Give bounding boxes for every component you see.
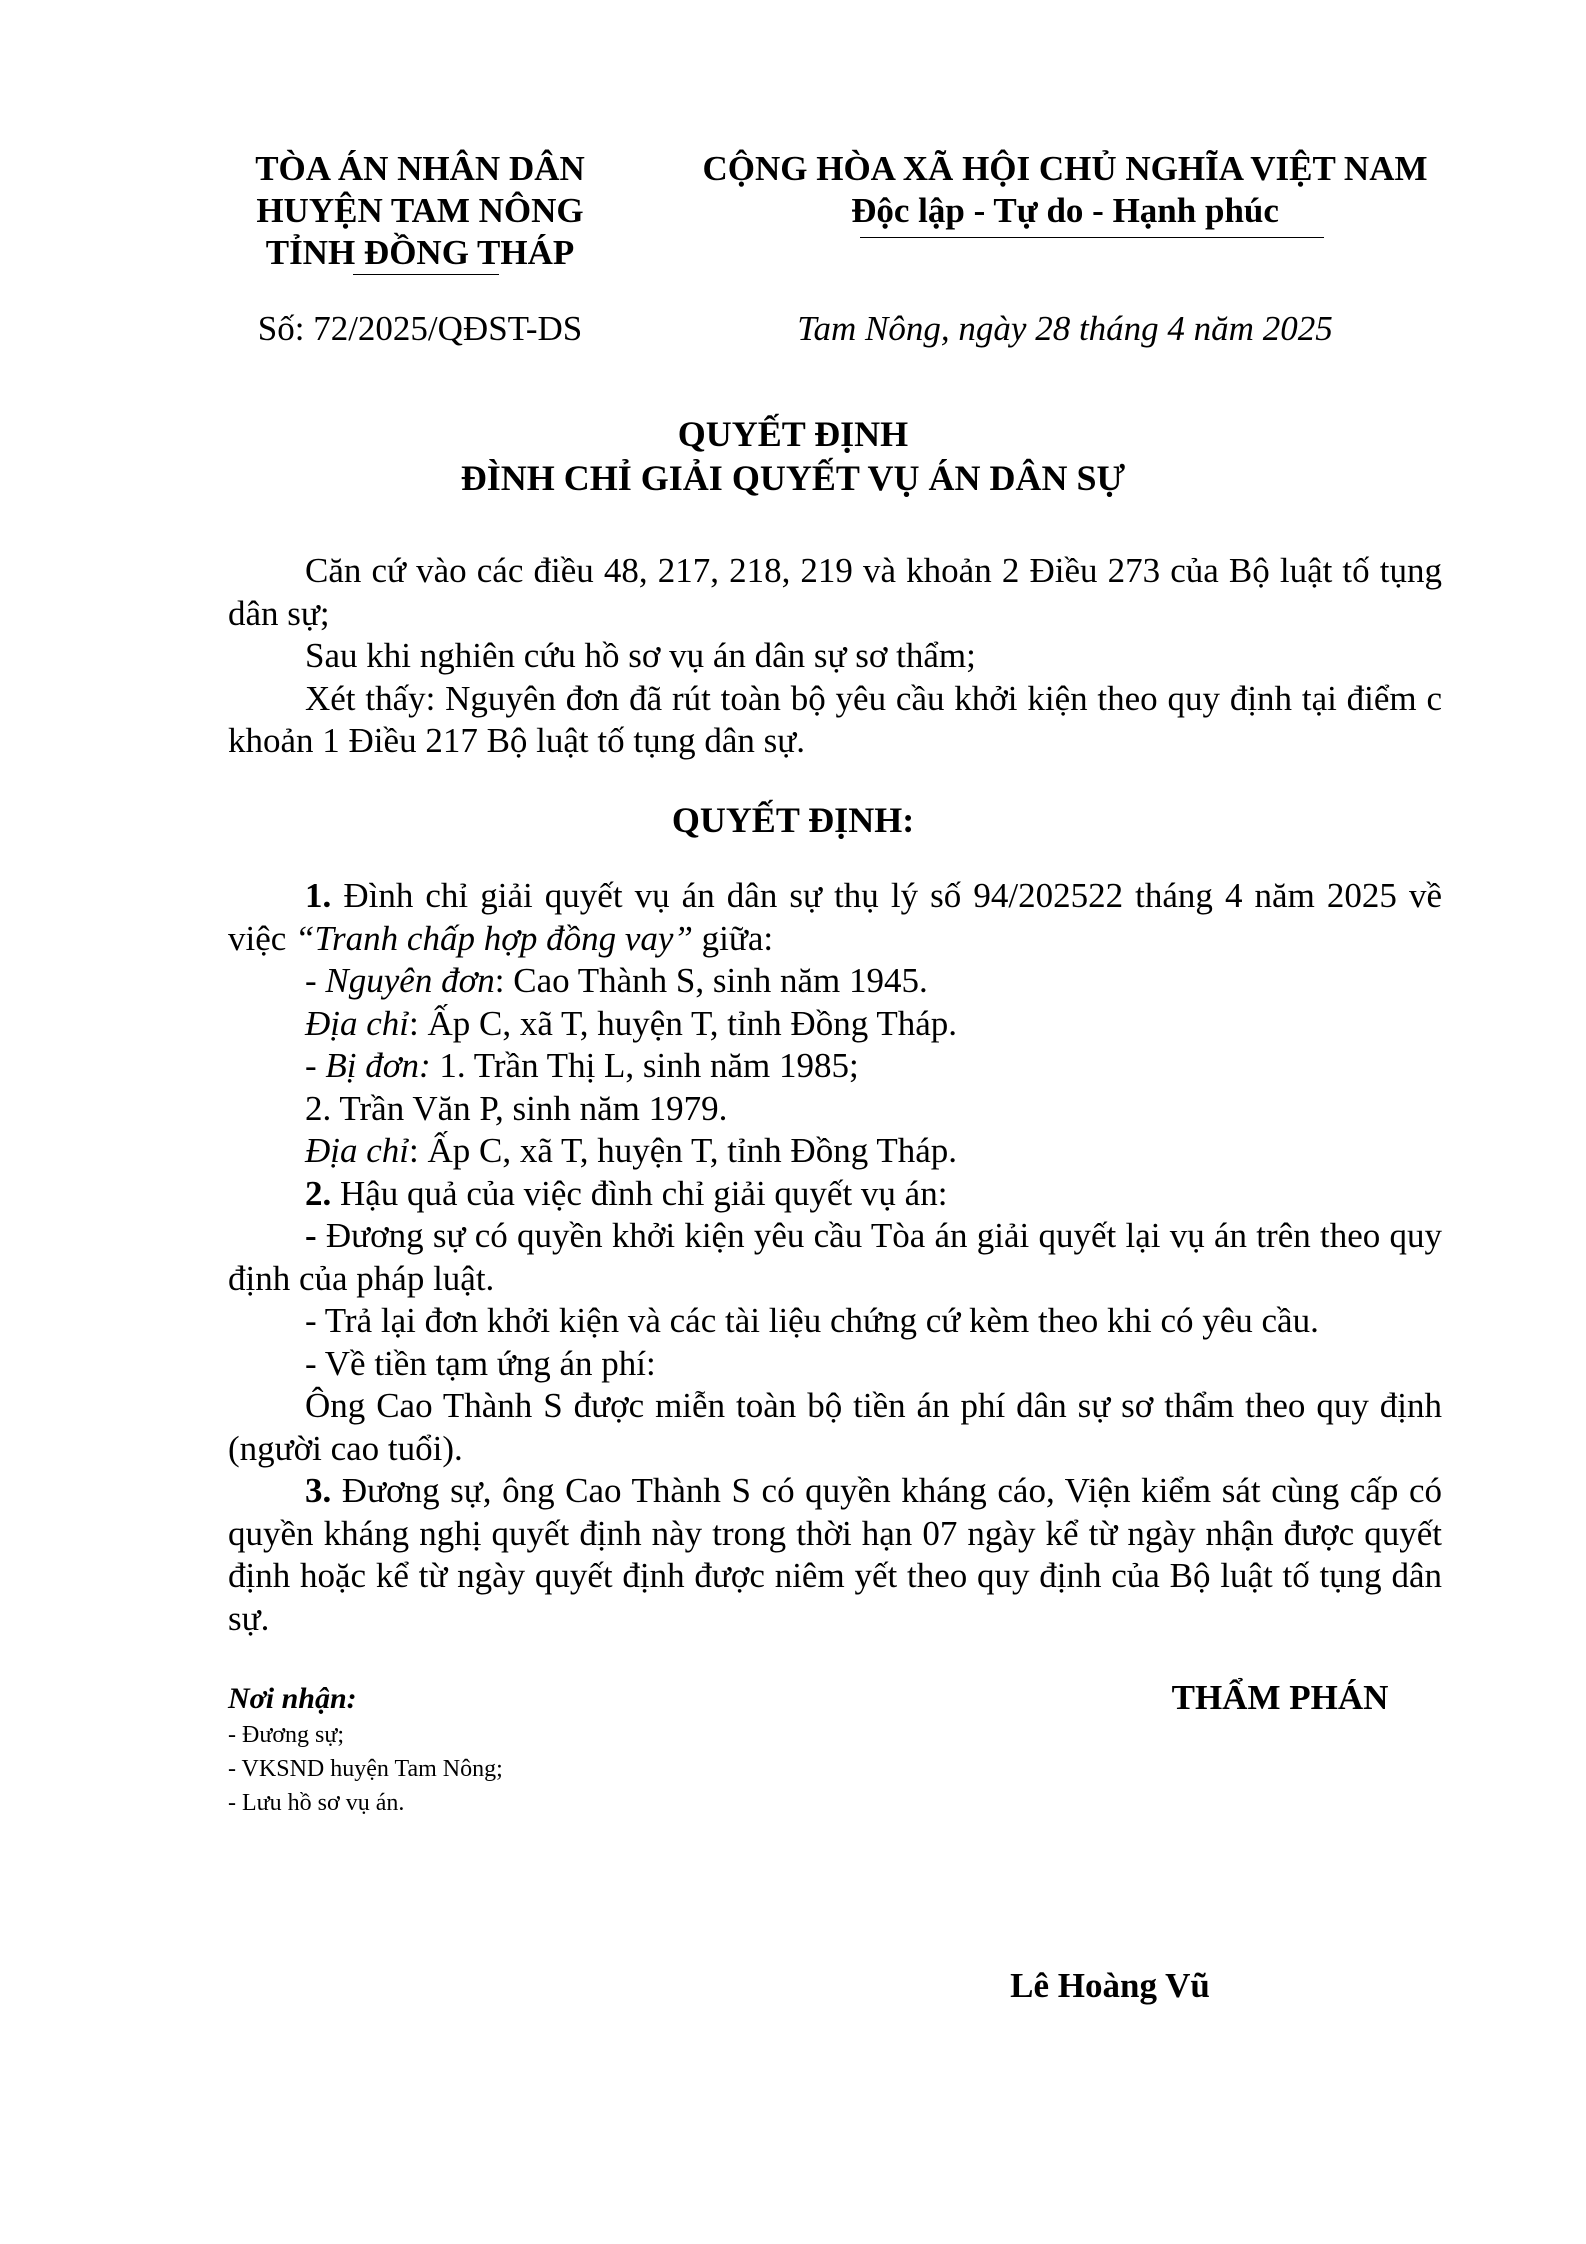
address-text-1: : Ấp C, xã T, huyện T, tỉnh Đồng Tháp.	[409, 1003, 957, 1043]
item-3-text: Đương sự, ông Cao Thành S có quyền kháng cáo, Viện kiểm sát cùng cấp có quyền kháng nghị quyết định này trong thời hạn 07 ngày kể từ ngày nhận được quyết định hoặc kể từ ngày quyết định được niêm yết theo quy định của Bộ luật tố tụng dân sự.	[228, 1471, 1442, 1638]
item-2-d: Ông Cao Thành S được miễn toàn bộ tiền án phí dân sự sơ thẩm theo quy định (người cao tuổi).	[228, 1386, 1442, 1468]
place-date: Tam Nông, ngày 28 tháng 4 năm 2025	[797, 309, 1333, 348]
preamble	[228, 550, 1442, 763]
recipients-title: Nơi nhận:	[228, 1682, 357, 1715]
item-2-a-text: Đương sự có quyền khởi kiện yêu cầu Tòa án giải quyết lại vụ án trên theo quy định của pháp luật.	[228, 1216, 1442, 1298]
court-line-3: TỈNH ĐỒNG THÁP	[265, 233, 575, 272]
item-3	[228, 1470, 1442, 1640]
court-line-1: TÒA ÁN NHÂN DÂN	[255, 149, 585, 188]
item-3-number: 3.	[305, 1471, 332, 1510]
plaintiff-label: Nguyên đơn	[325, 961, 495, 1000]
item-2-c: - Về tiền tạm ứng án phí:	[305, 1343, 656, 1383]
decision-heading: QUYẾT ĐỊNH:	[671, 800, 915, 840]
item-1-number: 1.	[305, 876, 332, 915]
item-2-text: Hậu quả của việc đình chỉ giải quyết vụ án:	[331, 1173, 948, 1213]
preamble-legal-basis: Căn cứ vào các điều 48, 217, 218, 219 và khoản 2 Điều 273 của Bộ luật tố tụng dân sự;	[228, 551, 1442, 633]
recipient-item: - Đương sự;	[228, 1722, 345, 1748]
address-text-2: : Ấp C, xã T, huyện T, tỉnh Đồng Tháp.	[409, 1131, 957, 1170]
defendant-line	[228, 1045, 1442, 1088]
doc-title: QUYẾT ĐỊNH	[677, 414, 909, 454]
court-line-2: HUYỆN TAM NÔNG	[256, 191, 584, 230]
preamble-review: Sau khi nghiên cứu hồ sơ vụ án dân sự sơ thẩm;	[305, 636, 976, 675]
defendant-1: 1. Trần Thị L, sinh năm 1985;	[430, 1046, 859, 1085]
preamble-finding: Xét thấy: Nguyên đơn đã rút toàn bộ yêu cầu khởi kiện theo quy định tại điểm c khoản 1 Điều 217 Bộ luật tố tụng dân sự.	[228, 678, 1442, 760]
recipient-item: - VKSND huyện Tam Nông;	[228, 1756, 503, 1782]
plaintiff-line	[228, 960, 1442, 1003]
plaintiff-text: : Cao Thành S, sinh năm 1945.	[494, 961, 928, 1000]
item-2-a-dash: -	[305, 1216, 317, 1255]
defendant-label: Bị đơn:	[325, 1046, 431, 1085]
plaintiff-dash: -	[305, 961, 326, 1000]
recipient-item: - Lưu hồ sơ vụ án.	[228, 1790, 405, 1816]
signature-name: Lê Hoàng Vũ	[1010, 1966, 1210, 2005]
item-2-b: - Trả lại đơn khởi kiện và các tài liệu chứng cứ kèm theo khi có yêu cầu.	[305, 1301, 1319, 1340]
defendant-2: 2. Trần Văn P, sinh năm 1979.	[305, 1088, 728, 1128]
national-motto: Độc lập - Tự do - Hạnh phúc	[851, 191, 1279, 230]
item-2-a	[228, 1215, 1442, 1300]
item-1-text-b: giữa:	[692, 918, 774, 958]
national-header	[670, 148, 1460, 235]
defendant-address	[228, 1130, 1442, 1173]
case-type: “Tranh chấp hợp đồng vay”	[295, 918, 693, 958]
item-2-number: 2.	[305, 1173, 332, 1213]
motto-underline	[860, 237, 1324, 238]
address-label-1: Địa chỉ	[305, 1003, 410, 1043]
address-label-2: Địa chỉ	[305, 1131, 410, 1170]
signature-title: THẨM PHÁN	[1171, 1678, 1389, 1717]
doc-subtitle: ĐÌNH CHỈ GIẢI QUYẾT VỤ ÁN DÂN SỰ	[460, 458, 1126, 498]
plaintiff-address	[228, 1003, 1442, 1046]
court-underline	[353, 274, 499, 275]
court-header	[220, 148, 620, 274]
document-number: Số: 72/2025/QĐST-DS	[257, 309, 583, 348]
republic-name: CỘNG HÒA XÃ HỘI CHỦ NGHĨA VIỆT NAM	[702, 149, 1428, 188]
defendant-dash: -	[305, 1046, 326, 1085]
item-1	[228, 875, 1442, 960]
item-2	[228, 1173, 1442, 1216]
item-1-text-a: Đình chỉ giải quyết vụ án dân sự thụ lý số 94/202522 tháng 4 năm 2025 về việc	[228, 876, 1442, 958]
decision-body	[228, 875, 1442, 1640]
recipients	[228, 1680, 928, 1820]
